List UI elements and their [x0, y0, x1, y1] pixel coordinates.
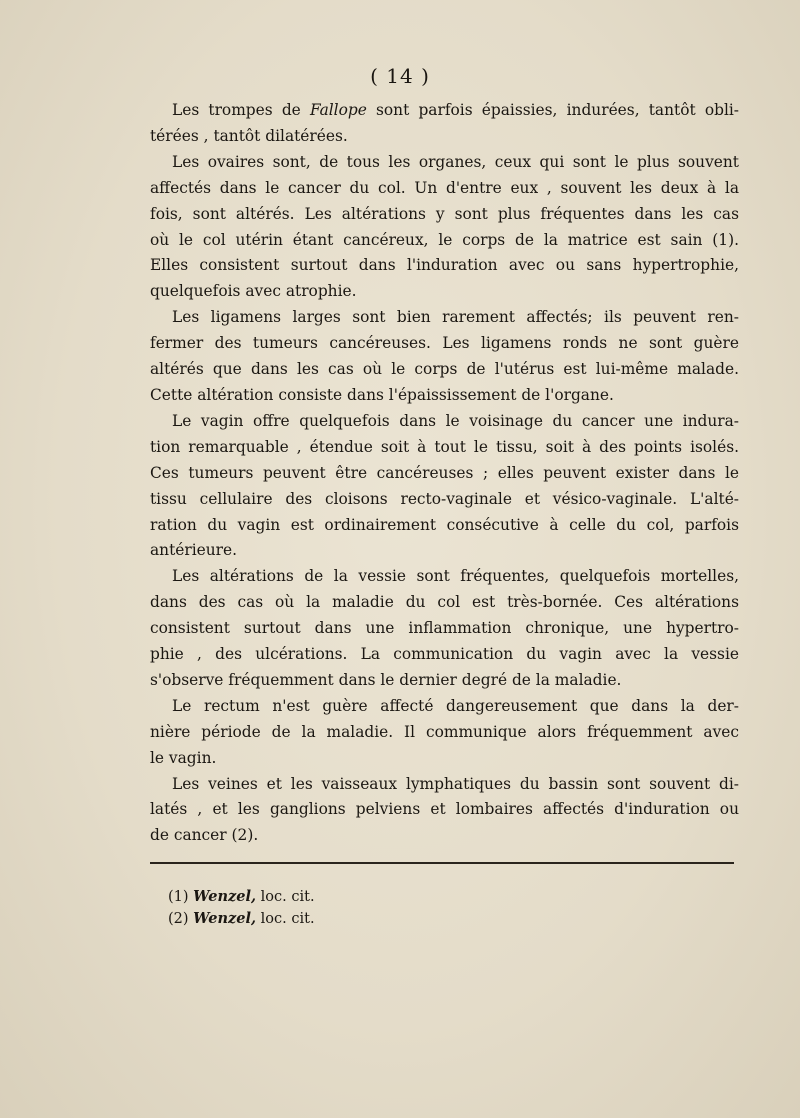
text-line: tissu cellulaire des cloisons recto-vaginale et vésico-vaginale. L'alté- — [150, 489, 739, 508]
text-line: s'observe fréquemment dans le dernier degré de la maladie. — [150, 670, 622, 689]
footnote-1 — [168, 886, 315, 908]
paragraph-fallopian-tubes — [150, 98, 739, 150]
body-text — [150, 98, 739, 849]
footnote-author: Wenzel, — [193, 910, 257, 927]
text-line: altérés que dans les cas où le corps de l'utérus est lui-même malade. — [150, 360, 739, 379]
text-line: Elles consistent surtout dans l'induration avec ou sans hypertrophie, — [150, 256, 739, 275]
text-line: Cette altération consiste dans l'épaississement de l'organe. — [150, 385, 614, 404]
text-line — [150, 98, 739, 124]
footnote-reference: loc. cit. — [256, 889, 315, 905]
paragraph-ligaments — [150, 305, 739, 409]
text-line: antérieure. — [150, 541, 238, 560]
text-line: latés , et les ganglions pelviens et lombaires affectés d'induration ou — [150, 800, 739, 819]
text-line: fermer des tumeurs cancéreuses. Les ligamens ronds ne sont guère — [150, 334, 739, 353]
text-line: consistent surtout dans une inflammation chronique, une hypertro- — [150, 619, 739, 638]
text-line: dans des cas où la maladie du col est très-bornée. Ces altérations — [150, 593, 739, 612]
page-number: ( 14 ) — [370, 64, 430, 88]
text-line: fois, sont altérés. Les altérations y sont plus fréquentes dans les cas — [150, 204, 739, 223]
text-line: térées , tantôt dilatérées. — [150, 126, 348, 145]
text-line: Le vagin offre quelquefois dans le voisinage du cancer une indura- — [172, 411, 739, 430]
text-line: où le col utérin étant cancéreux, le corps de la matrice est sain (1). — [150, 230, 739, 249]
footnote-marker: (2) — [168, 911, 194, 927]
footnote-reference: loc. cit. — [256, 911, 315, 927]
text-line: phie , des ulcérations. La communication du vagin avec la vessie — [150, 645, 739, 664]
text-line: Les altérations de la vessie sont fréquentes, quelquefois mortelles, — [172, 567, 739, 586]
text-line: Le rectum n'est guère affecté dangereusement que dans la der- — [172, 696, 739, 715]
text-line: quelquefois avec atrophie. — [150, 282, 357, 301]
text-line: Les ovaires sont, de tous les organes, ceux qui sont le plus souvent — [172, 152, 739, 171]
footnote-marker: (1) — [168, 889, 194, 905]
text-line: Les ligamens larges sont bien rarement affectés; ils peuvent ren- — [172, 308, 739, 327]
text-line: tion remarquable , étendue soit à tout le tissu, soit à des points isolés. — [150, 437, 739, 456]
paragraph-ovaries — [150, 150, 739, 305]
paragraph-rectum — [150, 694, 739, 772]
text-line: Ces tumeurs peuvent être cancéreuses ; elles peuvent exister dans le — [150, 463, 739, 482]
footnote-divider — [150, 862, 734, 864]
text-line: ration du vagin est ordinairement consécutive à celle du col, parfois — [150, 515, 739, 534]
italic-term-fallope: Fallope — [309, 101, 367, 119]
footnote-author: Wenzel, — [193, 888, 257, 905]
footnote-2 — [168, 908, 315, 930]
text-line: le vagin. — [150, 748, 217, 767]
text-segment: sont parfois épaissies, indurées, tantôt obli- — [366, 101, 739, 119]
text-segment: Les trompes de — [172, 101, 310, 119]
paragraph-vagina — [150, 409, 739, 564]
text-line: Les veines et les vaisseaux lymphatiques du bassin sont souvent di- — [172, 774, 739, 793]
paragraph-veins — [150, 772, 739, 850]
text-line: affectés dans le cancer du col. Un d'entre eux , souvent les deux à la — [150, 178, 739, 197]
paragraph-bladder — [150, 564, 739, 694]
text-line: nière période de la maladie. Il communique alors fréquemment avec — [150, 722, 739, 741]
footnotes — [168, 886, 315, 930]
text-line: de cancer (2). — [150, 826, 259, 845]
